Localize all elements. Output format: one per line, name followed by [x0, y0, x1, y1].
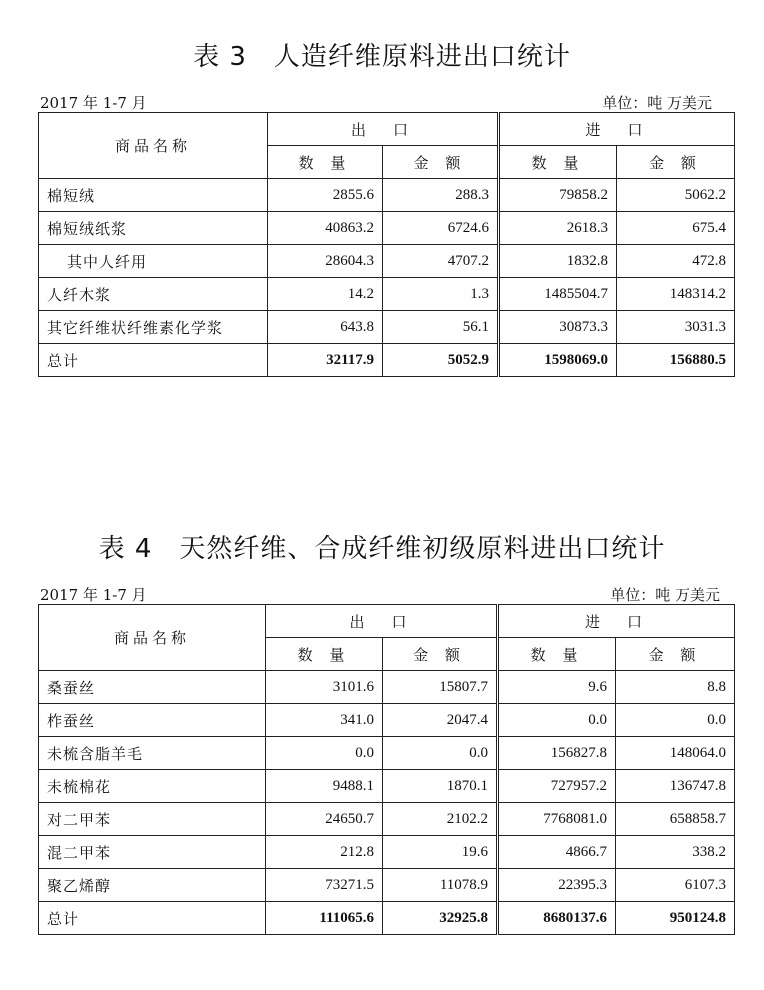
- export-qty: 40863.2: [268, 212, 383, 245]
- import-qty: 1485504.7: [499, 278, 617, 311]
- column-header-export: 出 口: [268, 113, 499, 146]
- import-qty: 1832.8: [499, 245, 617, 278]
- column-header-export-qty: 数 量: [266, 638, 383, 671]
- export-qty: 9488.1: [266, 770, 383, 803]
- column-header-import-qty: 数 量: [498, 638, 616, 671]
- row-name: 总计: [39, 344, 268, 377]
- import-amount: 6107.3: [616, 869, 735, 902]
- table3-unit: 单位：吨 万美元: [602, 94, 712, 112]
- row-name: 混二甲苯: [39, 836, 266, 869]
- row-name: 棉短绒: [39, 179, 268, 212]
- table4-period: 2017 年 1-7 月: [40, 586, 147, 604]
- column-header-import-amount: 金 额: [616, 638, 735, 671]
- row-name: 棉短绒纸浆: [39, 212, 268, 245]
- row-name: 对二甲苯: [39, 803, 266, 836]
- table-row: [39, 179, 735, 212]
- import-qty: 0.0: [498, 704, 616, 737]
- export-qty: 24650.7: [266, 803, 383, 836]
- import-qty: 156827.8: [498, 737, 616, 770]
- export-amount: 0.0: [383, 737, 498, 770]
- table4: [38, 604, 735, 935]
- import-amount: 148314.2: [617, 278, 735, 311]
- import-amount: 950124.8: [616, 902, 735, 935]
- column-header-export-amount: 金 额: [383, 146, 499, 179]
- table4-title: 表 4 天然纤维、合成纤维初级原料进出口统计: [98, 534, 666, 564]
- table4-unit: 单位：吨 万美元: [610, 586, 720, 604]
- row-name: 未梳含脂羊毛: [39, 737, 266, 770]
- table3: [38, 112, 735, 377]
- import-qty: 8680137.6: [498, 902, 616, 935]
- column-header-import-qty: 数 量: [499, 146, 617, 179]
- export-amount: 1.3: [383, 278, 499, 311]
- export-amount: 1870.1: [383, 770, 498, 803]
- table-row: [39, 311, 735, 344]
- export-amount: 288.3: [383, 179, 499, 212]
- import-amount: 5062.2: [617, 179, 735, 212]
- export-qty: 3101.6: [266, 671, 383, 704]
- import-amount: 472.8: [617, 245, 735, 278]
- export-amount: 2102.2: [383, 803, 498, 836]
- column-header-name: 商品名称: [39, 605, 266, 671]
- column-header-export-qty: 数 量: [268, 146, 383, 179]
- import-qty: 9.6: [498, 671, 616, 704]
- export-amount: 6724.6: [383, 212, 499, 245]
- export-amount: 11078.9: [383, 869, 498, 902]
- export-amount: 19.6: [383, 836, 498, 869]
- import-qty: 22395.3: [498, 869, 616, 902]
- export-qty: 2855.6: [268, 179, 383, 212]
- import-qty: 1598069.0: [499, 344, 617, 377]
- export-qty: 111065.6: [266, 902, 383, 935]
- export-amount: 32925.8: [383, 902, 498, 935]
- import-amount: 3031.3: [617, 311, 735, 344]
- export-amount: 2047.4: [383, 704, 498, 737]
- row-name: 其它纤维状纤维素化学浆: [39, 311, 268, 344]
- table-row: [39, 737, 735, 770]
- column-header-name: 商品名称: [39, 113, 268, 179]
- row-name: 其中人纤用: [39, 245, 268, 278]
- total-row: [39, 344, 735, 377]
- table3-title: 表 3 人造纤维原料进出口统计: [193, 42, 571, 72]
- export-amount: 56.1: [383, 311, 499, 344]
- column-header-import: 进 口: [498, 605, 735, 638]
- row-name: 桑蚕丝: [39, 671, 266, 704]
- column-header-export: 出 口: [266, 605, 498, 638]
- row-name: 总计: [39, 902, 266, 935]
- total-row: [39, 902, 735, 935]
- export-qty: 32117.9: [268, 344, 383, 377]
- table-row: [39, 836, 735, 869]
- import-amount: 675.4: [617, 212, 735, 245]
- table-row: [39, 245, 735, 278]
- table-row: [39, 671, 735, 704]
- import-amount: 156880.5: [617, 344, 735, 377]
- import-amount: 338.2: [616, 836, 735, 869]
- import-qty: 4866.7: [498, 836, 616, 869]
- table-row: [39, 770, 735, 803]
- import-qty: 30873.3: [499, 311, 617, 344]
- row-name: 未梳棉花: [39, 770, 266, 803]
- table-row: [39, 869, 735, 902]
- import-qty: 79858.2: [499, 179, 617, 212]
- row-name: 人纤木浆: [39, 278, 268, 311]
- export-qty: 28604.3: [268, 245, 383, 278]
- export-amount: 5052.9: [383, 344, 499, 377]
- column-header-import-amount: 金 额: [617, 146, 735, 179]
- export-qty: 0.0: [266, 737, 383, 770]
- import-amount: 658858.7: [616, 803, 735, 836]
- row-name: 聚乙烯醇: [39, 869, 266, 902]
- import-qty: 727957.2: [498, 770, 616, 803]
- import-amount: 0.0: [616, 704, 735, 737]
- table-row: [39, 278, 735, 311]
- import-amount: 148064.0: [616, 737, 735, 770]
- import-qty: 7768081.0: [498, 803, 616, 836]
- export-amount: 15807.7: [383, 671, 498, 704]
- column-header-import: 进 口: [499, 113, 735, 146]
- column-header-export-amount: 金 额: [383, 638, 498, 671]
- table-row: [39, 212, 735, 245]
- export-qty: 341.0: [266, 704, 383, 737]
- table-row: [39, 704, 735, 737]
- import-amount: 136747.8: [616, 770, 735, 803]
- export-amount: 4707.2: [383, 245, 499, 278]
- export-qty: 14.2: [268, 278, 383, 311]
- export-qty: 212.8: [266, 836, 383, 869]
- row-name: 柞蚕丝: [39, 704, 266, 737]
- export-qty: 73271.5: [266, 869, 383, 902]
- table3-period: 2017 年 1-7 月: [40, 94, 147, 112]
- export-qty: 643.8: [268, 311, 383, 344]
- table-row: [39, 803, 735, 836]
- import-qty: 2618.3: [499, 212, 617, 245]
- import-amount: 8.8: [616, 671, 735, 704]
